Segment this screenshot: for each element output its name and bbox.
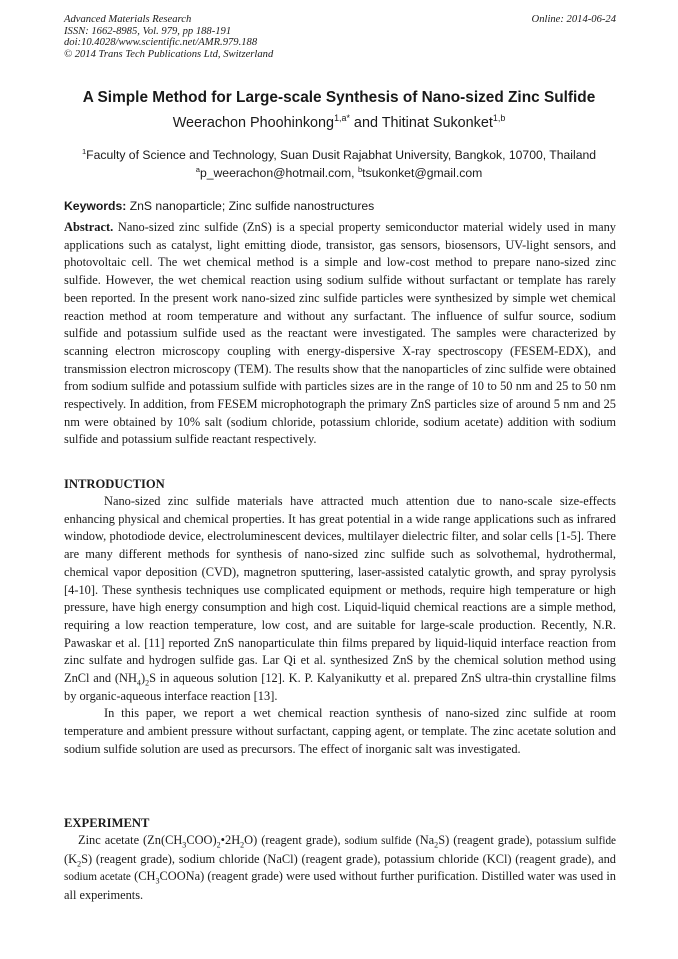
copyright-line: © 2014 Trans Tech Publications Ltd, Switzerland [64, 48, 274, 60]
author-connector: and [349, 115, 382, 131]
intro-p1-text-a: Nano-sized zinc sulfide materials have attracted much attention due to nano-scale size-effects enhancing physical and chemical properties. It has great potential in a wide range applications such as infrared window, photodiode device, electroluminescent devices, multilayer dielectric filter, and solar cells [1-5]. There are many different methods for synthesis of nano-sized zinc sulfide such as solvothemal, hydrothermal, chemical vapor deposition (CVD), magnetron sputtering, laser-assisted catalytic growth, and spray pyrolysis [4-10]. These synthesis techniques use complicated equipment or methods, require high temperature or high pressure, have high energy consumption and high cost. Liquid-liquid chemical reactions are a simple method, requiring a low reaction temperature, low cost, and are suitable for large-scale production. Recently, N.R. Pawaskar et al. [11] reported ZnS nanoparticulate thin films prepared by liquid-liquid interface reaction from zinc sulfate and hydrogen sulfide gas. Lar Qi et al. synthesized ZnS by the chemical solution method using ZnCl and (NH [64, 494, 616, 686]
author-1-affiliation-mark: 1,a* [334, 113, 350, 124]
exp-text: COO) [186, 833, 217, 847]
intro-p1-text-c: S in aqueous solution [12]. K. P. Kalyanikutty et al. prepared ZnS ultra-thin crystalline films by organic-aqueous interface reaction [13]. [64, 671, 616, 703]
exp-text: (CH [130, 869, 156, 884]
author-list [0, 115, 678, 131]
email-b-mark: b [357, 164, 363, 174]
affiliation-mark: 1 [81, 146, 87, 156]
introduction-paragraph-1 [64, 493, 616, 705]
doi-link[interactable]: doi:10.4028/www.scientific.net/AMR.979.188 [64, 37, 258, 49]
exp-text-small: sodium acetate [64, 871, 131, 884]
author-2: Thitinat Sukonket [381, 115, 493, 131]
issn-line: ISSN: 1662-8985, Vol. 979, pp 188-191 [64, 25, 232, 37]
affiliation-block [0, 146, 678, 182]
abstract [64, 219, 616, 449]
email-line [0, 164, 678, 182]
experiment-section [64, 832, 616, 905]
exp-subscript: 2 [77, 859, 82, 869]
exp-text: S) (reagent grade), sodium chloride (NaCl) (reagent grade), potassium chloride (KCl) (reagent grade), and [81, 851, 616, 866]
exp-subscript: 2 [240, 840, 245, 850]
exp-text: •2H [220, 833, 241, 847]
journal-name: Advanced Materials Research [64, 14, 192, 25]
affiliation-text: Faculty of Science and Technology, Suan Dusit Rajabhat University, Bangkok, 10700, Thailand [86, 148, 597, 162]
introduction-section [64, 493, 616, 759]
experiment-heading: EXPERIMENT [64, 816, 150, 830]
intro-p1-subscript-b: 2 [145, 678, 150, 688]
exp-text: COONa) (reagent grade) were used without further purification. Distilled water was used in all experiments. [64, 869, 616, 903]
exp-text-small: sodium sulfide [344, 835, 412, 847]
journal-header [64, 14, 616, 60]
exp-text: S) (reagent grade), [438, 833, 537, 847]
exp-text: (K [64, 851, 78, 866]
exp-text: O) (reagent grade), [244, 833, 345, 847]
exp-subscript: 2 [216, 840, 221, 850]
experiment-paragraph [64, 832, 616, 905]
keywords-text: ZnS nanoparticle; Zinc sulfide nanostructures [126, 199, 375, 213]
keywords-label: Keywords: [64, 199, 127, 213]
affiliation-line [0, 146, 678, 164]
email-a-mark: a [195, 164, 200, 174]
exp-subscript: 2 [434, 840, 439, 850]
intro-p1-subscript-a: 4 [136, 678, 141, 688]
intro-p1-text-b: ) [140, 671, 146, 686]
email-b[interactable]: tsukonket@gmail.com [362, 166, 483, 180]
exp-text: (Na [411, 833, 435, 847]
exp-text-small: potassium sulfide [536, 835, 617, 847]
exp-subscript: 3 [155, 876, 160, 886]
abstract-label: Abstract. [64, 220, 114, 234]
online-date: Online: 2014-06-24 [531, 14, 616, 25]
introduction-paragraph-2: In this paper, we report a wet chemical reaction synthesis of nano-sized zinc sulfide at room temperature and ambient pressure without surfactant, capping agent, or template. The zinc acetate solution and sodium sulfide solution are used as precursors. The effect of inorganic salt was investigated. [64, 706, 616, 756]
introduction-heading: INTRODUCTION [64, 477, 165, 491]
exp-text: Zinc acetate (Zn(CH [78, 833, 183, 847]
author-2-affiliation-mark: 1,b [492, 113, 506, 124]
author-1: Weerachon Phoohinkong [172, 115, 335, 131]
exp-subscript: 3 [182, 840, 187, 850]
keywords [64, 199, 616, 213]
abstract-text: Nano-sized zinc sulfide (ZnS) is a special property semiconductor material widely used in many applications such as catalyst, light emitting diode, transistor, gas sensors, biosensors, UV-light sensors, and photovoltaic cell. The wet chemical method is a simple and low-cost method to prepare nano-sized zinc sulfide. However, the wet chemical reaction using sodium sulfide without surfactant or template has rarely been reported. In the present work nano-sized zinc sulfide particles were synthesized by simple wet chemical reaction method at room temperature and without any surfactant. The influence of sulfur source, sodium sulfide and potassium sulfide used as the reactant were investigated. The samples were characterized by scanning electron microscopy coupling with energy-dispersive X-ray spectroscopy (FESEM-EDX), and transmission electron microscopy (TEM). The results show that the nanoparticles of zinc sulfide were obtained from sodium sulfide and potassium sulfide with particles sizes are in the range of 10 to 50 nm and 25 to 50 nm respectively. In addition, from FESEM microphotograph the primary ZnS particles size of around 5 nm and 25 nm were obtained by 10% salt (sodium chloride, potassium chloride, sodium acetate) addition with sodium sulfide and potassium sulfide reactant respectively. [64, 220, 616, 447]
paper-title: A Simple Method for Large-scale Synthesis of Nano-sized Zinc Sulfide [82, 89, 596, 106]
email-a[interactable]: p_weerachon@hotmail.com, [199, 166, 358, 180]
